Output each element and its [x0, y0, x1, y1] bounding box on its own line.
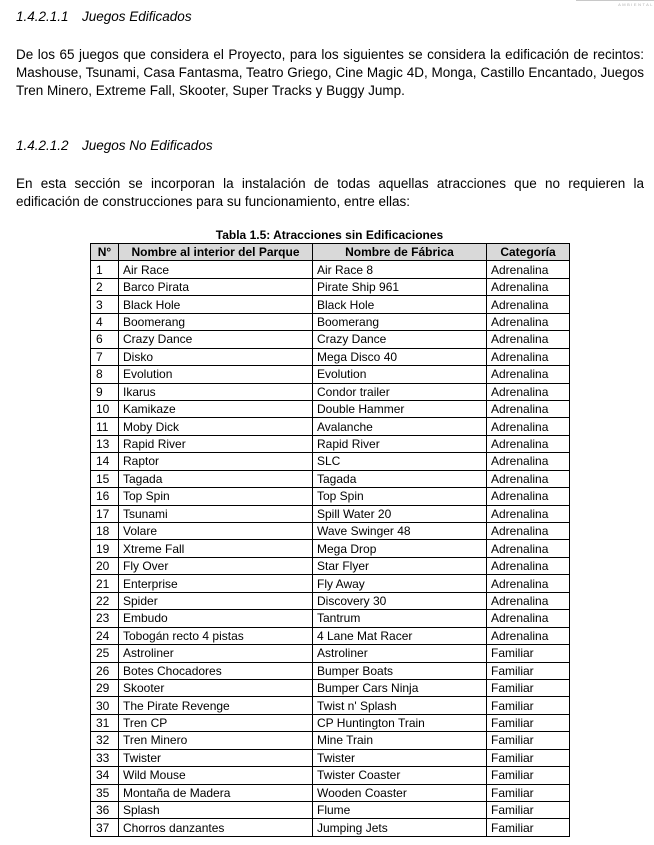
- cell-number: 23: [91, 610, 119, 627]
- cell-number: 14: [91, 453, 119, 470]
- cell-park-name: Top Spin: [119, 488, 313, 505]
- cell-category: Adrenalina: [487, 488, 570, 505]
- cell-park-name: The Pirate Revenge: [119, 697, 313, 714]
- cell-park-name: Rapid River: [119, 435, 313, 452]
- cell-factory-name: Tagada: [313, 470, 487, 487]
- table-row: [91, 575, 570, 592]
- table-row: [91, 523, 570, 540]
- section-title: Juegos No Edificados: [82, 138, 213, 153]
- table-row: [91, 627, 570, 644]
- cell-factory-name: Wooden Coaster: [313, 784, 487, 801]
- cell-factory-name: Crazy Dance: [313, 331, 487, 348]
- table-row: [91, 714, 570, 731]
- cell-number: 4: [91, 313, 119, 330]
- cell-category: Familiar: [487, 819, 570, 836]
- cell-park-name: Chorros danzantes: [119, 819, 313, 836]
- table-row: [91, 592, 570, 609]
- cell-factory-name: Pirate Ship 961: [313, 278, 487, 295]
- cell-factory-name: Star Flyer: [313, 557, 487, 574]
- cell-category: Adrenalina: [487, 557, 570, 574]
- cell-number: 2: [91, 278, 119, 295]
- table-row: [91, 819, 570, 836]
- cell-park-name: Botes Chocadores: [119, 662, 313, 679]
- section-number: 1.4.2.1.2: [16, 138, 69, 153]
- cell-number: 35: [91, 784, 119, 801]
- table-row: [91, 348, 570, 365]
- table-row: [91, 767, 570, 784]
- cell-factory-name: Twister Coaster: [313, 767, 487, 784]
- cell-number: 36: [91, 802, 119, 819]
- cell-park-name: Volare: [119, 523, 313, 540]
- section-heading-juegos-no-edificados: [16, 138, 213, 153]
- section-title: Juegos Edificados: [82, 9, 192, 24]
- cell-factory-name: Evolution: [313, 366, 487, 383]
- cell-park-name: Enterprise: [119, 575, 313, 592]
- cell-number: 13: [91, 435, 119, 452]
- cell-category: Familiar: [487, 645, 570, 662]
- cell-category: Familiar: [487, 767, 570, 784]
- header-factory-name: Nombre de Fábrica: [313, 244, 487, 261]
- cell-number: 29: [91, 679, 119, 696]
- cell-category: Adrenalina: [487, 470, 570, 487]
- cell-number: 19: [91, 540, 119, 557]
- table-row: [91, 749, 570, 766]
- cell-category: Adrenalina: [487, 348, 570, 365]
- cell-category: Adrenalina: [487, 331, 570, 348]
- table-row: [91, 697, 570, 714]
- cell-number: 1: [91, 261, 119, 278]
- cell-park-name: Air Race: [119, 261, 313, 278]
- section-number: 1.4.2.1.1: [16, 9, 69, 24]
- cell-category: Adrenalina: [487, 278, 570, 295]
- table-row: [91, 296, 570, 313]
- cell-number: 21: [91, 575, 119, 592]
- cell-category: Adrenalina: [487, 505, 570, 522]
- cell-park-name: Crazy Dance: [119, 331, 313, 348]
- cell-number: 15: [91, 470, 119, 487]
- cell-factory-name: Flume: [313, 802, 487, 819]
- paragraph-juegos-no-edificados: En esta sección se incorporan la instalación de todas aquellas atracciones que no requieren la edificación de construcciones para su funcionamiento, entre ellas:: [16, 176, 644, 209]
- attractions-table: [90, 243, 570, 837]
- table-body: [91, 261, 570, 836]
- cell-number: 32: [91, 732, 119, 749]
- cell-factory-name: Bumper Boats: [313, 662, 487, 679]
- table-row: [91, 418, 570, 435]
- cell-park-name: Splash: [119, 802, 313, 819]
- header-number: N°: [91, 244, 119, 261]
- cell-category: Adrenalina: [487, 400, 570, 417]
- cell-park-name: Tsunami: [119, 505, 313, 522]
- cell-number: 7: [91, 348, 119, 365]
- cell-category: Familiar: [487, 679, 570, 696]
- cell-number: 17: [91, 505, 119, 522]
- cell-factory-name: Air Race 8: [313, 261, 487, 278]
- cell-number: 10: [91, 400, 119, 417]
- cell-factory-name: Rapid River: [313, 435, 487, 452]
- cell-category: Familiar: [487, 802, 570, 819]
- paragraph-juegos-edificados: De los 65 juegos que considera el Proyecto, para los siguientes se considera la edificación de recintos: Mashouse, Tsunami, Casa Fantasma, Teatro Griego, Cine Magic 4D, Monga, Castillo Encantado, Juegos Tren Minero, Extreme Fall, Skooter, Super Tracks y Buggy Jump.: [16, 47, 644, 98]
- cell-park-name: Tagada: [119, 470, 313, 487]
- cell-factory-name: Double Hammer: [313, 400, 487, 417]
- cell-park-name: Embudo: [119, 610, 313, 627]
- cell-park-name: Tren Minero: [119, 732, 313, 749]
- header-category: Categoría: [487, 244, 570, 261]
- cell-factory-name: Astroliner: [313, 645, 487, 662]
- cell-factory-name: SLC: [313, 453, 487, 470]
- cell-factory-name: Avalanche: [313, 418, 487, 435]
- cell-number: 20: [91, 557, 119, 574]
- cell-category: Adrenalina: [487, 575, 570, 592]
- cell-number: 30: [91, 697, 119, 714]
- cell-number: 24: [91, 627, 119, 644]
- cell-park-name: Black Hole: [119, 296, 313, 313]
- cell-park-name: Tren CP: [119, 714, 313, 731]
- table-row: [91, 383, 570, 400]
- cell-category: Familiar: [487, 749, 570, 766]
- cell-park-name: Ikarus: [119, 383, 313, 400]
- cell-factory-name: Condor trailer: [313, 383, 487, 400]
- table-row: [91, 802, 570, 819]
- cell-number: 34: [91, 767, 119, 784]
- cell-park-name: Wild Mouse: [119, 767, 313, 784]
- cell-park-name: Twister: [119, 749, 313, 766]
- cell-number: 8: [91, 366, 119, 383]
- cell-park-name: Disko: [119, 348, 313, 365]
- cell-park-name: Fly Over: [119, 557, 313, 574]
- cell-factory-name: Twist n' Splash: [313, 697, 487, 714]
- table-row: [91, 540, 570, 557]
- cell-park-name: Skooter: [119, 679, 313, 696]
- cell-category: Adrenalina: [487, 383, 570, 400]
- table-caption: Tabla 1.5: Atracciones sin Edificaciones: [215, 228, 444, 242]
- cell-category: Adrenalina: [487, 261, 570, 278]
- cell-category: Adrenalina: [487, 592, 570, 609]
- cell-park-name: Barco Pirata: [119, 278, 313, 295]
- cell-factory-name: Discovery 30: [313, 592, 487, 609]
- cell-factory-name: Mega Drop: [313, 540, 487, 557]
- cell-number: 9: [91, 383, 119, 400]
- table-row: [91, 366, 570, 383]
- table-row: [91, 732, 570, 749]
- header-watermark: AMBIENTAL: [576, 0, 654, 8]
- table-row: [91, 278, 570, 295]
- cell-number: 16: [91, 488, 119, 505]
- cell-park-name: Astroliner: [119, 645, 313, 662]
- cell-factory-name: Wave Swinger 48: [313, 523, 487, 540]
- cell-category: Familiar: [487, 784, 570, 801]
- cell-category: Familiar: [487, 662, 570, 679]
- table-row: [91, 470, 570, 487]
- cell-park-name: Montaña de Madera: [119, 784, 313, 801]
- cell-number: 33: [91, 749, 119, 766]
- table-row: [91, 400, 570, 417]
- cell-category: Familiar: [487, 732, 570, 749]
- cell-factory-name: 4 Lane Mat Racer: [313, 627, 487, 644]
- cell-factory-name: Black Hole: [313, 296, 487, 313]
- section-heading-juegos-edificados: [16, 9, 192, 24]
- cell-category: Adrenalina: [487, 313, 570, 330]
- table-row: [91, 662, 570, 679]
- cell-factory-name: Mine Train: [313, 732, 487, 749]
- cell-number: 3: [91, 296, 119, 313]
- cell-park-name: Spider: [119, 592, 313, 609]
- table-row: [91, 557, 570, 574]
- table-row: [91, 488, 570, 505]
- cell-number: 6: [91, 331, 119, 348]
- cell-factory-name: Top Spin: [313, 488, 487, 505]
- cell-category: Adrenalina: [487, 366, 570, 383]
- cell-number: 31: [91, 714, 119, 731]
- cell-category: Adrenalina: [487, 610, 570, 627]
- cell-category: Adrenalina: [487, 627, 570, 644]
- cell-factory-name: Mega Disco 40: [313, 348, 487, 365]
- cell-category: Adrenalina: [487, 296, 570, 313]
- table-row: [91, 784, 570, 801]
- cell-number: 37: [91, 819, 119, 836]
- table-row: [91, 645, 570, 662]
- cell-park-name: Evolution: [119, 366, 313, 383]
- cell-factory-name: Twister: [313, 749, 487, 766]
- cell-number: 11: [91, 418, 119, 435]
- cell-park-name: Kamikaze: [119, 400, 313, 417]
- cell-category: Familiar: [487, 714, 570, 731]
- cell-factory-name: Spill Water 20: [313, 505, 487, 522]
- cell-category: Adrenalina: [487, 523, 570, 540]
- cell-number: 25: [91, 645, 119, 662]
- cell-category: Adrenalina: [487, 540, 570, 557]
- cell-factory-name: Boomerang: [313, 313, 487, 330]
- cell-category: Adrenalina: [487, 453, 570, 470]
- table-row: [91, 435, 570, 452]
- cell-park-name: Moby Dick: [119, 418, 313, 435]
- table-row: [91, 261, 570, 278]
- cell-park-name: Raptor: [119, 453, 313, 470]
- cell-category: Adrenalina: [487, 418, 570, 435]
- table-header-row: [91, 244, 570, 261]
- table-row: [91, 679, 570, 696]
- cell-factory-name: Fly Away: [313, 575, 487, 592]
- cell-factory-name: CP Huntington Train: [313, 714, 487, 731]
- cell-factory-name: Bumper Cars Ninja: [313, 679, 487, 696]
- table-row: [91, 505, 570, 522]
- header-park-name: Nombre al interior del Parque: [119, 244, 313, 261]
- cell-factory-name: Tantrum: [313, 610, 487, 627]
- cell-number: 26: [91, 662, 119, 679]
- cell-number: 22: [91, 592, 119, 609]
- cell-park-name: Boomerang: [119, 313, 313, 330]
- cell-park-name: Xtreme Fall: [119, 540, 313, 557]
- cell-factory-name: Jumping Jets: [313, 819, 487, 836]
- table-row: [91, 610, 570, 627]
- cell-park-name: Tobogán recto 4 pistas: [119, 627, 313, 644]
- cell-category: Adrenalina: [487, 435, 570, 452]
- cell-number: 18: [91, 523, 119, 540]
- table-row: [91, 453, 570, 470]
- table-row: [91, 331, 570, 348]
- cell-category: Familiar: [487, 697, 570, 714]
- table-row: [91, 313, 570, 330]
